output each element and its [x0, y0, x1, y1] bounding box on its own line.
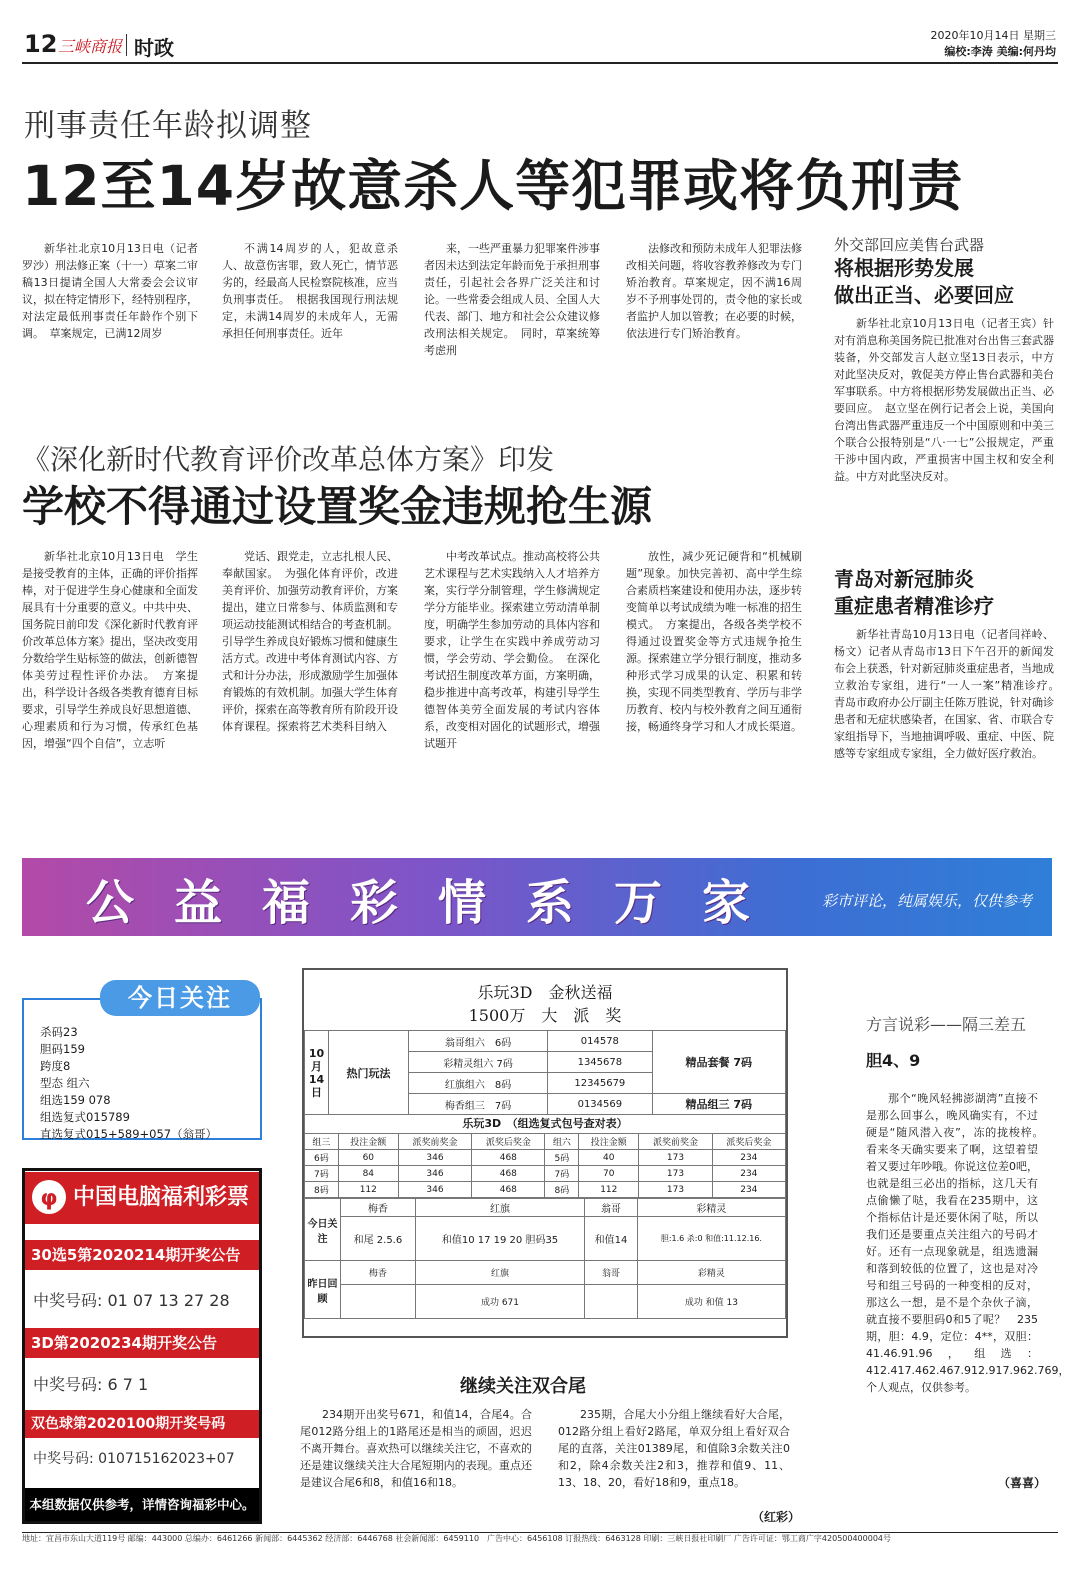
dialect-column-dan: 胆4、9 — [866, 1051, 921, 1070]
issue-date: 2020年10月14日 星期三 — [930, 29, 1056, 42]
expert-name: 红旗 — [415, 1261, 584, 1285]
query-head: 派奖后奖金 — [712, 1134, 785, 1150]
lottery-30x5-heading: 30选5第2020214期开奖公告 — [25, 1240, 259, 1270]
side2-title-line1: 青岛对新冠肺炎 — [834, 567, 974, 591]
expert-name: 彩精灵 — [637, 1261, 785, 1285]
query-head: 投注金额 — [338, 1134, 398, 1150]
focus-line: 跨度8 — [40, 1059, 71, 1073]
article2-col-3: 中考改革试点。推动高校将公共艺术课程与艺术实践纳入人才培养方案，实行学分制管理，学生修满规定学分方能毕业。探索建立劳动清单制度，明确学生参加劳动的具体内容和要求，让学生在实践中养成劳动习惯，学会劳动、学会勤俭。 在深化考试招生制度改革方面，方案明确，稳步推进中高考改革，构建引导学生德智体美劳全面发展的考试内容体系，改变相对固化的试题形式，增强试题开 — [424, 550, 600, 750]
table-row: 7码 84 346 468 7码 70 173 234 — [305, 1166, 786, 1182]
expert-pick: 和值10 17 19 20 胆码35 — [415, 1217, 584, 1261]
lottery-3d-numbers: 中奖号码: 6 7 1 — [33, 1375, 149, 1394]
hot-play-number: 12345679 — [548, 1073, 652, 1094]
article1-headline: 12至14岁故意杀人等犯罪或将负刑责 — [22, 154, 964, 218]
article2-col-4: 放性，减少死记硬背和“机械刷题”现象。加快完善初、高中学生综合素质档案建设和使用办法，逐步转变简单以考试成绩为唯一标准的招生模式。 方案提出，各级各类学校不得通过设置奖金等方式违规争抢生源。探索建立学分银行制度，推动多种形式学习成果的认定、积累和转换，实现不同类型教育、学历与非学历教育、校内与校外教育之间互通衔接，畅通终身学习和人才成长渠道。 — [626, 550, 802, 733]
query-head: 派奖前奖金 — [639, 1134, 712, 1150]
expert-name: 梅香 — [341, 1261, 416, 1285]
side1-title-line1: 将根据形势发展 — [834, 256, 974, 280]
expert-picks-table — [304, 1198, 786, 1319]
section-name: 时政 — [134, 36, 174, 60]
expert-pick: 胆:1.6 杀:0 和值:11.12.16. — [637, 1217, 785, 1261]
article1-col-1: 新华社北京10月13日电（记者罗沙）刑法修正案（十一）草案二审稿13日提请全国人大常委会会议审议，拟在特定情形下，经特别程序，对法定最低刑事责任年龄作个别下调。 草案规定，已满12周岁 — [22, 242, 198, 340]
hot-plays-label: 热门玩法 — [329, 1031, 409, 1115]
article2-subtitle: 《深化新时代教育评价改革总体方案》印发 — [22, 443, 555, 476]
lottery-disclaimer: 本组数据仅供参考，详情咨询福彩中心。 — [25, 1488, 259, 1521]
package-label-1: 精品套餐 7码 — [652, 1031, 785, 1094]
expert-pick: 和尾 2.5.6 — [341, 1217, 416, 1261]
header-rule — [22, 62, 1058, 64]
article2-col-2: 党话、跟党走，立志扎根人民、奉献国家。 为强化体育评价，改进美育评价、加强劳动教育评价，方案提出，建立日常参与、体质监测和专项运动技能测试相结合的考查机制。引导学生养成良好锻炼习惯和健康生活方式。改进中考体育测试内容、方式和计分办法，形成激励学生加强体育锻炼的有效机制。加强大学生体育评价，探索在高等教育所有阶段开设体育课程。探索将艺术类科目纳入 — [222, 550, 398, 733]
focus-line: 直选复式015+589+057（翁哥） — [40, 1127, 218, 1141]
welfare-logo-icon — [32, 1180, 66, 1214]
article1-col-3: 来，一些严重暴力犯罪案件涉事者因未达到法定年龄而免于承担刑事责任，引起社会各界广泛关注和讨论。一些常委会组成人员、全国人大代表、部门、地方和社会公众建议修改刑法相关规定。 同时，草案统筹考虑刑 — [424, 242, 600, 357]
promo-date: 10月14日 — [305, 1031, 329, 1115]
page-footer: 地址：宜昌市东山大道119号 邮编：443000 总编办：6461266 新闻部：6445362 经济部：6446768 社会新闻部：6459110 广告中心：6456108 订报热线：6463128 印刷：三峡日报社印刷厂 广告许可证：鄂工商广字420500400004号 — [22, 1532, 1058, 1546]
editors: 编校:李涛 美编:何丹均 — [944, 45, 1056, 58]
lottery-ssq-heading: 双色球第2020100期开奖号码 — [25, 1410, 259, 1438]
mid-article-col-1: 234期开出奖号671，和值14，合尾4。合尾012路分组上的1路尾还是相当的顽固，迟迟不离开舞台。喜欢热可以继续关注它，不喜欢的还是建议继续关注大合尾短期内的表现。重点还是建议合尾6和8，和值16和18。 — [300, 1408, 532, 1489]
side-article-qingdao — [834, 566, 1065, 798]
hot-play-name: 梅香组三 7码 — [409, 1094, 548, 1115]
hot-play-name: 彩精灵组六 7码 — [409, 1052, 548, 1073]
table-row: 6码 60 346 468 5码 40 173 234 — [305, 1150, 786, 1166]
hot-play-number: 1345678 — [548, 1052, 652, 1073]
mid-article-title: 继续关注双合尾 — [460, 1376, 586, 1397]
side2-body: 新华社青岛10月13日电（记者闫祥岭、杨文）记者从青岛市13日下午召开的新闻发布会上获悉，针对新冠肺炎重症患者，当地成立救治专家组，进行“一人一案”精准诊疗。 青岛市政府办公厅副主任陈万胜说，针对确诊患者和无症状感染者，在国家、省、市联合专家组指导下，当地抽调呼吸、重症、中医、院感等专家组成专家组，全力做好医疗救治。 — [834, 628, 1065, 760]
svg-text:φ: φ — [40, 1186, 58, 1211]
article1-subtitle: 刑事责任年龄拟调整 — [24, 108, 312, 144]
side1-subtitle: 外交部回应美售台武器 — [834, 236, 985, 254]
query-table — [304, 1133, 786, 1198]
focus-line: 组选159 078 — [40, 1093, 111, 1107]
header-date-block — [931, 28, 1057, 60]
expert-name: 翁哥 — [585, 1261, 638, 1285]
query-table-title: 乐玩3D （组选复式包号查对表） — [304, 1115, 786, 1133]
side2-title-line2: 重症患者精准诊疗 — [834, 594, 994, 618]
query-head: 组三 — [305, 1134, 339, 1150]
dialect-column-author: （喜喜） — [998, 1476, 1047, 1490]
promo-title-2: 1500万 大 派 奖 — [468, 1006, 622, 1025]
expert-name: 梅香 — [341, 1199, 416, 1217]
hot-play-number: 0134569 — [548, 1094, 652, 1115]
newspaper-logo: 三峡商报 — [58, 37, 123, 56]
focus-line: 胆码159 — [40, 1042, 85, 1056]
expert-name: 翁哥 — [585, 1199, 638, 1217]
today-focus-list — [40, 1024, 217, 1143]
today-focus-title: 今日关注 — [100, 980, 260, 1016]
article2-headline: 学校不得通过设置奖金违规抢生源 — [22, 482, 653, 531]
lottery-3d-heading: 3D第2020234期开奖公告 — [25, 1328, 259, 1358]
header-separator — [126, 34, 127, 56]
query-head: 投注金额 — [579, 1134, 639, 1150]
dialect-column-body: 那个“晚风轻拂澎湖湾”直接不是那么回事么，晚风确实有，不过硬是“随风潜入夜”，冻的拢梭梓。 看来冬天确实要来了啊，这望着望着又要过年吵哦。你说这位差0吧，也就是组三必出的指标，这几天有点偷懒了哒，我看在235期中，这个指标估计是还要休闲了哒，所以我们还是要重点关注组六的号码才好。还有一点现象就是，组选遗漏和落到较低的位置了，这也是对冷号和组三号码的一种变相的反对，那这么一想，是不是个杂伙子滴，就直接不要胆码0和5了呢？ 235期，胆：4.9，定位：4**，双胆：41.46.91.96，组选：412.417.462.467.912.917.962.769，个人观点，仅供参考。 — [866, 1092, 1070, 1394]
expert-pick: 和值14 — [585, 1217, 638, 1261]
focus-line: 杀码23 — [40, 1025, 78, 1039]
yesterday-label: 昨日回顾 — [305, 1261, 341, 1319]
table-row: 8码 112 346 468 8码 112 173 234 — [305, 1182, 786, 1198]
yesterday-result: 成功 671 — [415, 1285, 584, 1319]
side1-title-line2: 做出正当、必要回应 — [834, 283, 1014, 307]
article2-col-1: 新华社北京10月13日电 学生是接受教育的主体，正确的评价指挥棒，对于促进学生身心健康和全面发展具有十分重要的意义。中共中央、国务院日前印发《深化新时代教育评价改革总体方案》提出，坚决改变用分数给学生贴标签的做法，创新德智体美劳过程性评价办法。 方案提出，科学设计各级各类教育德育目标要求，引导学生养成良好思想道德、心理素质和行为习惯，传承红色基因，增强“四个自信”，立志听 — [22, 550, 198, 750]
mid-article-col-2: 235期，合尾大小分组上继续看好大合尾，012路分组上看好2路尾，单双分组上看好双合尾的直落，关注01389尾，和值除3余数关注0和2，除4余数关注2和3，推荐和值9、11、13、18、20，看好18和9，重点18。 — [558, 1408, 790, 1489]
banner-subtitle: 彩市评论，纯属娱乐，仅供参考 — [822, 892, 1033, 910]
query-head: 组六 — [545, 1134, 579, 1150]
yesterday-result: 成功 和值 13 — [637, 1285, 785, 1319]
hot-play-name: 翁哥组六 6码 — [409, 1031, 548, 1052]
hot-play-name: 红旗组六 8码 — [409, 1073, 548, 1094]
page-number: 12 — [24, 30, 58, 58]
query-head: 派奖后奖金 — [472, 1134, 545, 1150]
hot-plays-table — [304, 1030, 786, 1115]
play3d-promo-table — [302, 968, 788, 1338]
lottery-body — [25, 1224, 259, 1488]
welfare-lottery-title: 中国电脑福利彩票 — [73, 1185, 250, 1210]
dialect-column-title: 方言说彩——隔三差五 — [866, 1015, 1027, 1034]
side-article-arms — [834, 234, 1054, 537]
promo-title-1: 乐玩3D 金秋送福 — [477, 983, 613, 1002]
focus-line: 型态 组六 — [40, 1076, 90, 1090]
today-label: 今日关注 — [305, 1199, 341, 1261]
mid-article-author: （红彩） — [752, 1510, 801, 1524]
expert-name: 红旗 — [415, 1199, 584, 1217]
query-head: 派奖前奖金 — [398, 1134, 471, 1150]
focus-line: 组选复式015789 — [40, 1110, 130, 1124]
package-label-2: 精品组三 7码 — [652, 1094, 785, 1115]
article1-col-4: 法修改和预防未成年人犯罪法修改相关问题，将收容教养修改为专门矫治教育。草案规定，因不满16周岁不予刑事处罚的，责令他的家长或者监护人加以管教；在必要的时候，依法进行专门矫治教育。 — [626, 242, 802, 340]
expert-name: 彩精灵 — [637, 1199, 785, 1217]
article1-col-2: 不满14周岁的人，犯故意杀人、故意伤害罪，致人死亡，情节恶劣的，经最高人民检察院核准，应当负刑事责任。 根据我国现行刑法规定，未满14周岁的未成年人，无需承担任何刑事责任。近年 — [222, 242, 398, 340]
side1-body: 新华社北京10月13日电（记者王宾）针对有消息称美国务院已批准对台出售三套武器装备，外交部发言人赵立坚13日表示，中方对此坚决反对，敦促美方停止售台武器和美台军事联系。中方将根据形势发展做出正当、必要回应。 赵立坚在例行记者会上说，美国向台湾出售武器严重违反一个中国原则和中美三个联合公报特别是“八·一七”公报规定，严重干涉中国内政，严重损害中国主权和安全利益。中方对此坚决反对。 — [834, 317, 1054, 483]
hot-play-number: 014578 — [548, 1031, 652, 1052]
banner-slogan: 公益福彩情系万家 — [86, 875, 791, 931]
lottery-30x5-numbers: 中奖号码: 01 07 13 27 28 — [33, 1291, 230, 1310]
lottery-ssq-numbers: 中奖号码: 010715162023+07 — [33, 1451, 235, 1467]
